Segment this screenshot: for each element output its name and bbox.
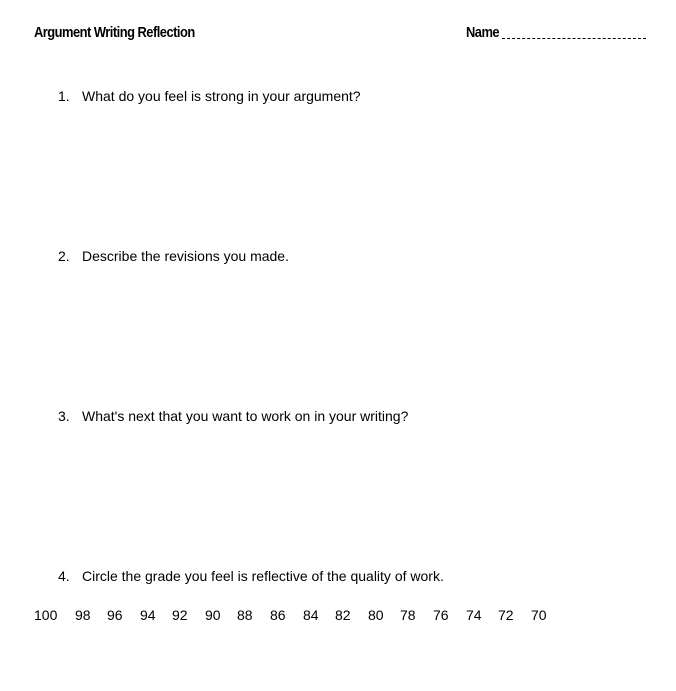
grade-option[interactable]: 78 — [400, 607, 416, 623]
grade-option[interactable]: 96 — [107, 607, 123, 623]
grade-option[interactable]: 74 — [466, 607, 482, 623]
worksheet-title: Argument Writing Reflection — [34, 24, 195, 41]
question-1 — [58, 88, 361, 104]
question-text: Circle the grade you feel is reflective of the quality of work. — [82, 568, 444, 584]
grade-option[interactable]: 88 — [237, 607, 253, 623]
grade-option[interactable]: 90 — [205, 607, 221, 623]
grade-option[interactable]: 76 — [433, 607, 449, 623]
question-number: 3. — [58, 408, 70, 424]
question-number: 1. — [58, 88, 70, 104]
name-field — [466, 24, 646, 42]
grade-option[interactable]: 70 — [531, 607, 547, 623]
question-number: 4. — [58, 568, 70, 584]
question-text: What do you feel is strong in your argument? — [82, 88, 361, 104]
grade-option[interactable]: 86 — [270, 607, 286, 623]
question-2 — [58, 248, 289, 264]
grade-option[interactable]: 94 — [140, 607, 156, 623]
question-text: What's next that you want to work on in your writing? — [82, 408, 409, 424]
name-blank-line — [502, 38, 646, 39]
grade-option[interactable]: 84 — [303, 607, 319, 623]
grade-option[interactable]: 92 — [172, 607, 188, 623]
grade-option[interactable]: 100 — [34, 607, 58, 623]
grade-option[interactable]: 72 — [498, 607, 514, 623]
grade-option[interactable]: 80 — [368, 607, 384, 623]
name-label: Name — [466, 24, 500, 41]
grade-option[interactable]: 98 — [75, 607, 91, 623]
question-3 — [58, 408, 408, 424]
question-4 — [58, 568, 444, 584]
grade-option[interactable]: 82 — [335, 607, 351, 623]
question-text: Describe the revisions you made. — [82, 248, 289, 264]
question-number: 2. — [58, 248, 70, 264]
